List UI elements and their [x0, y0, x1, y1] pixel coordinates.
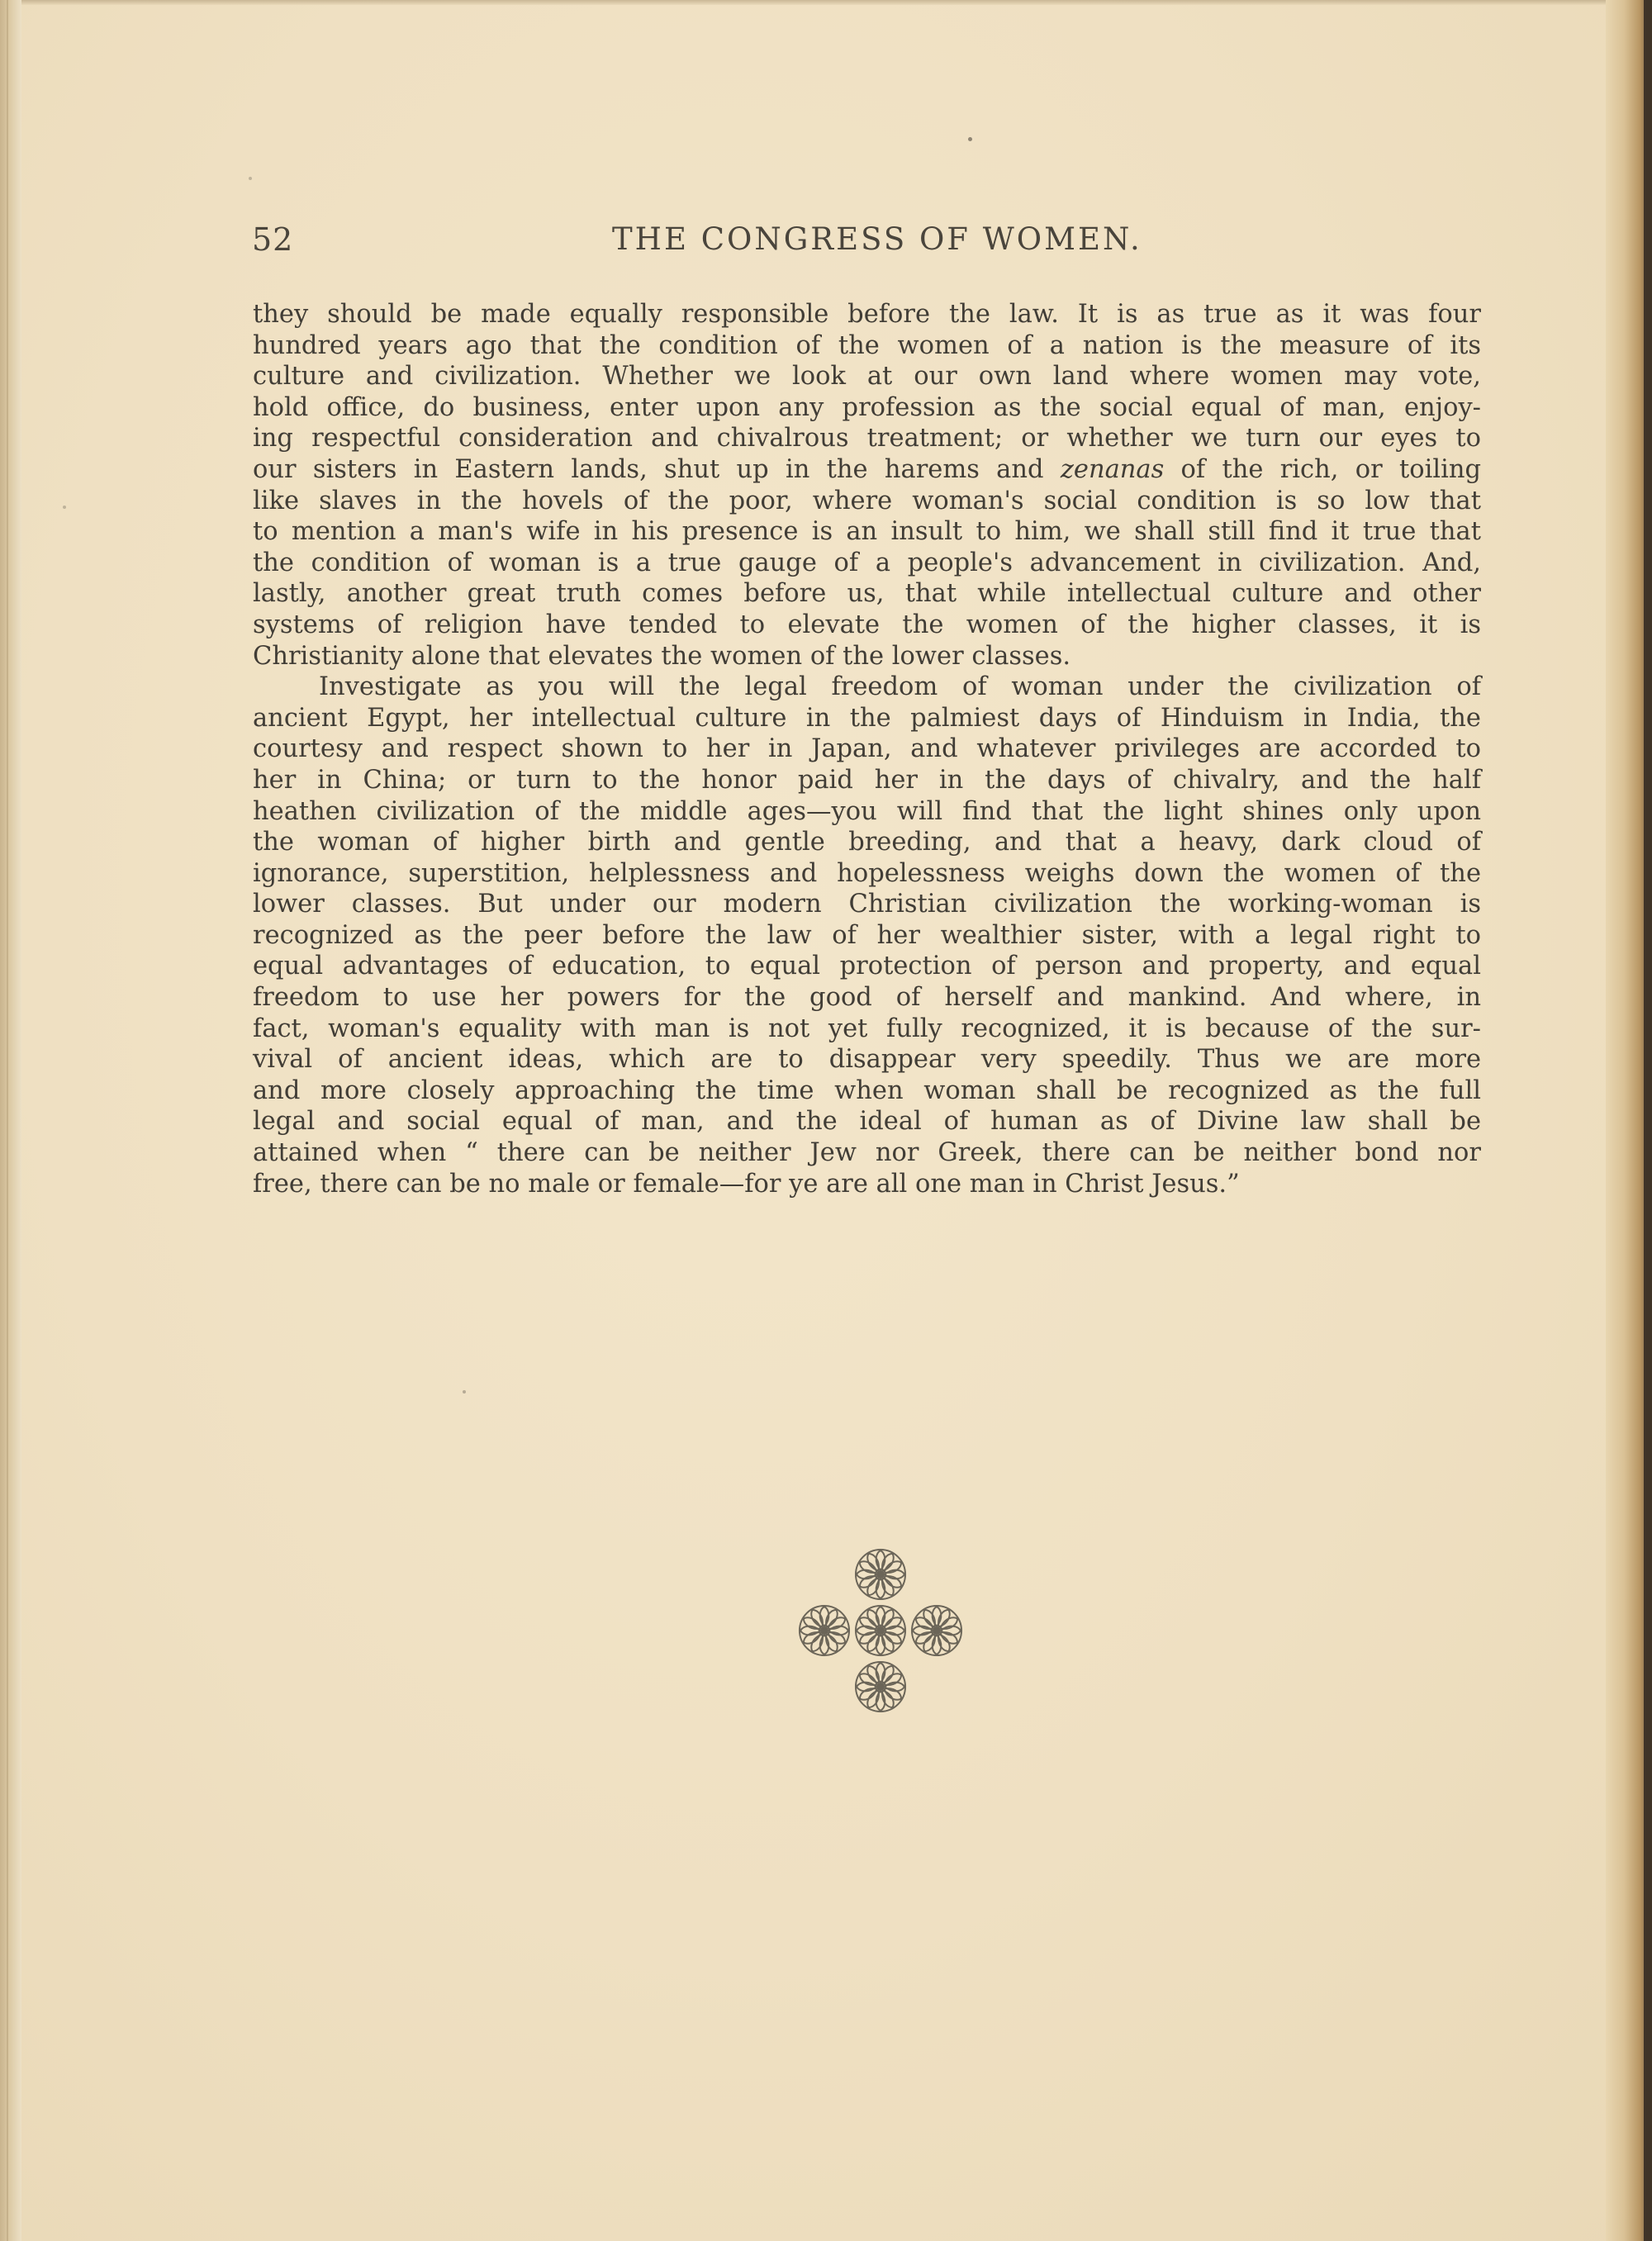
text-line: culture and civilization. Whether we look at our own land where women may vote,: [253, 362, 1481, 392]
text-line: hundred years ago that the condition of the women of a nation is the measure of its: [253, 330, 1481, 360]
text-line: the woman of higher birth and gentle breeding, and that a heavy, dark cloud of: [253, 828, 1481, 857]
rosette-left: [800, 1606, 849, 1655]
rosette-top: [856, 1550, 905, 1599]
paper-speck: [249, 177, 252, 180]
text-line: and more closely approaching the time when woman shall be recognized as the full: [253, 1075, 1481, 1105]
running-head: [252, 221, 1474, 271]
text-line: like slaves in the hovels of the poor, where woman's social condition is so low that: [253, 486, 1481, 515]
body-text: [253, 299, 1481, 1199]
text-line: ancient Egypt, her intellectual culture in the palmiest days of Hinduism in India, the: [253, 703, 1481, 733]
binding-line: [7, 0, 8, 2241]
text-line: systems of religion have tended to elevate the women of the higher classes, it is: [253, 610, 1481, 639]
text-line: ing respectful consideration and chivalrous treatment; or whether we turn our eyes to: [253, 424, 1481, 453]
text-line: Christianity alone that elevates the women of the lower classes.: [253, 641, 1071, 671]
rosette-bottom: [856, 1662, 905, 1712]
text-line: vival of ancient ideas, which are to disappear very speedily. Thus we are more: [253, 1045, 1481, 1075]
text-line: her in China; or turn to the honor paid her in the days of chivalry, and the half: [253, 765, 1481, 795]
text-line: our sisters in Eastern lands, shut up in the harems and zenanas of the rich, or toiling: [253, 454, 1482, 484]
page-number: 52: [252, 221, 294, 258]
text-line: free, there can be no male or female—for ye are all one man in Christ Jesus.”: [253, 1169, 1240, 1199]
paper-speck: [463, 1390, 466, 1394]
rosette-center: [856, 1606, 905, 1655]
text-line: attained when “ there can be neither Jew nor Greek, there can be neither bond nor: [253, 1138, 1481, 1168]
text-line: they should be made equally responsible before the law. It is as true as it was four: [253, 300, 1481, 329]
book-cover-edge: [1644, 0, 1652, 2241]
text-line: recognized as the peer before the law of her wealthier sister, with a legal right to: [253, 920, 1481, 950]
page-top-edge: [0, 0, 1606, 5]
floral-ornament: [795, 1545, 969, 1718]
text-line: to mention a man's wife in his presence is an insult to him, we shall still find it true that: [253, 517, 1481, 547]
text-line: equal advantages of education, to equal protection of person and property, and equal: [253, 952, 1481, 981]
paper-speck: [968, 137, 972, 141]
text-line: legal and social equal of man, and the ideal of human as of Divine law shall be: [253, 1107, 1481, 1137]
text-line: ignorance, superstition, helplessness and hopelessness weighs down the women of the: [253, 858, 1481, 888]
text-line: freedom to use her powers for the good of herself and mankind. And where, in: [253, 983, 1481, 1013]
text-line: lower classes. But under our modern Christian civilization the working-woman is: [253, 890, 1481, 919]
text-line: the condition of woman is a true gauge of a people's advancement in civilization. And,: [253, 548, 1481, 577]
text-line: hold office, do business, enter upon any profession as the social equal of man, enjoy-: [253, 392, 1481, 422]
page-left-edge: [0, 0, 21, 2241]
text-line: heathen civilization of the middle ages—you will find that the light shines only upon: [253, 796, 1481, 826]
paper-speck: [63, 506, 66, 509]
rosette-right: [912, 1606, 961, 1655]
text-line: fact, woman's equality with man is not yet fully recognized, it is because of the sur-: [253, 1014, 1481, 1043]
running-title: THE CONGRESS OF WOMEN.: [612, 221, 1142, 257]
text-line: courtesy and respect shown to her in Japan, and whatever privileges are accorded to: [253, 734, 1481, 764]
text-line: Investigate as you will the legal freedom of woman under the civilization of: [319, 672, 1481, 702]
text-line: lastly, another great truth comes before us, that while intellectual culture and other: [253, 579, 1481, 609]
